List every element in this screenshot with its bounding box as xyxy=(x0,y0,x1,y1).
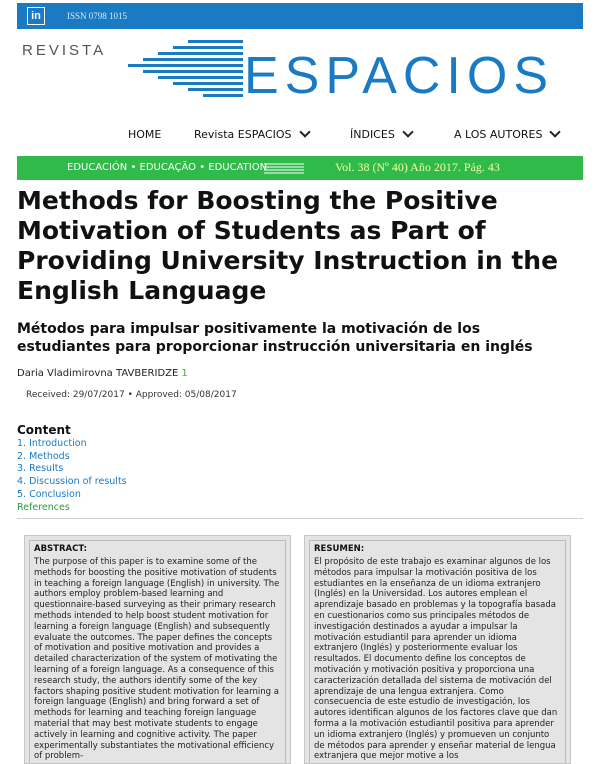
table-of-contents xyxy=(17,438,127,514)
nav-revista[interactable]: Revista ESPACIOS xyxy=(194,128,309,141)
nav-home[interactable]: HOME xyxy=(128,128,162,141)
logo-espacios[interactable]: ESPACIOS xyxy=(244,47,555,105)
top-bar xyxy=(17,3,583,29)
divider xyxy=(17,518,583,519)
author-line xyxy=(17,368,188,379)
toc-discussion[interactable]: 4. Discussion of results xyxy=(17,476,127,488)
author-ref-link[interactable]: 1 xyxy=(181,368,188,379)
toc-results[interactable]: 3. Results xyxy=(17,463,64,475)
nav-autores[interactable]: A LOS AUTORES xyxy=(454,128,559,141)
abstract-heading: ABSTRACT: xyxy=(34,544,88,554)
article-subtitle: Métodos para impulsar positivamente la motivación de los estudiantes para proporcionar instrucción universitaria en inglés xyxy=(17,321,533,355)
section-lines-icon xyxy=(264,162,304,174)
logo-stripes xyxy=(118,40,243,102)
linkedin-icon[interactable]: in xyxy=(27,7,45,25)
abstract-box xyxy=(24,535,291,764)
section-bar xyxy=(17,156,583,180)
logo-revista-text: REVISTA xyxy=(22,42,107,59)
toc-references[interactable]: References xyxy=(17,501,70,513)
nav-indices[interactable]: ÍNDICES xyxy=(350,128,412,141)
toc-introduction[interactable]: 1. Introduction xyxy=(17,438,87,449)
toc-methods[interactable]: 2. Methods xyxy=(17,450,70,462)
article-title: Methods for Boosting the Positive Motivation of Students as Part of Providing University Instruction in the English Language xyxy=(17,186,559,305)
dates-line: Received: 29/07/2017 • Approved: 05/08/2017 xyxy=(26,390,237,400)
issn-label: ISSN 0798 1015 xyxy=(67,11,128,21)
toc-conclusion[interactable]: 5. Conclusion xyxy=(17,488,81,500)
resumen-text: El propósito de este trabajo es examinar algunos de los métodos para impulsar la motivación positiva de los estudiantes en la enseñanza de un idioma extranjero (Inglés) en la Universidad. Los autores emplean el aprendizaje basado en problemas y la topografía basada en cuestionarios como sus principales métodos de investigación destinados a ayudar a impulsar la motivación estudiantil para aprender un idioma extranjero (Inglés) y posteriormente evaluar los resultados. El documento define los conceptos de motivación y motivación positiva y proporciona una caracterización detallada del sistema de motivación del aprendizaje de una lengua extranjera. Como consecuencia de este estudio de investigación, los autores identifican algunos de los factores clave que dan forma a la motivación estudiantil positiva para aprender un idioma extranjero (Inglés) y promueven un conjunto de métodos para aprender y enseñar material de lengua extranjera que mejor motive a los xyxy=(314,557,558,762)
chevron-down-icon xyxy=(299,126,310,137)
chevron-down-icon xyxy=(550,126,561,137)
content-heading: Content xyxy=(17,423,71,437)
chevron-down-icon xyxy=(402,126,413,137)
resumen-box xyxy=(304,535,571,764)
volume-label: Vol. 38 (Nº 40) Año 2017. Pág. 43 xyxy=(335,160,500,174)
abstract-text: The purpose of this paper is to examine some of the methods for boosting the positive motivation of students in teaching a foreign language (English) in university. The authors employ problem-based learning and questionnaire-based surveying as their primary research methods intended to help boost student motivation for learning a foreign language (English) and subsequently evaluate the outcomes. The paper defines the concepts of motivation and positive motivation and provides a detailed characterization of the system of motivating the learning of a foreign language. As a consequence of this research study, the authors identify some of the key factors shaping positive student motivation for learning a foreign language (English) and bring forward a set of methods for learning and teaching foreign language material that may best motivate students to engage actively in learning and cognitive activity. The paper experimentally substantiates the motivational efficiency of problem- xyxy=(34,557,280,762)
section-tags: EDUCACIÓN • EDUCAÇÃO • EDUCATION xyxy=(67,162,268,173)
resumen-heading: RESUMEN: xyxy=(314,544,365,554)
author-name: Daria Vladimirovna TAVBERIDZE xyxy=(17,368,179,379)
